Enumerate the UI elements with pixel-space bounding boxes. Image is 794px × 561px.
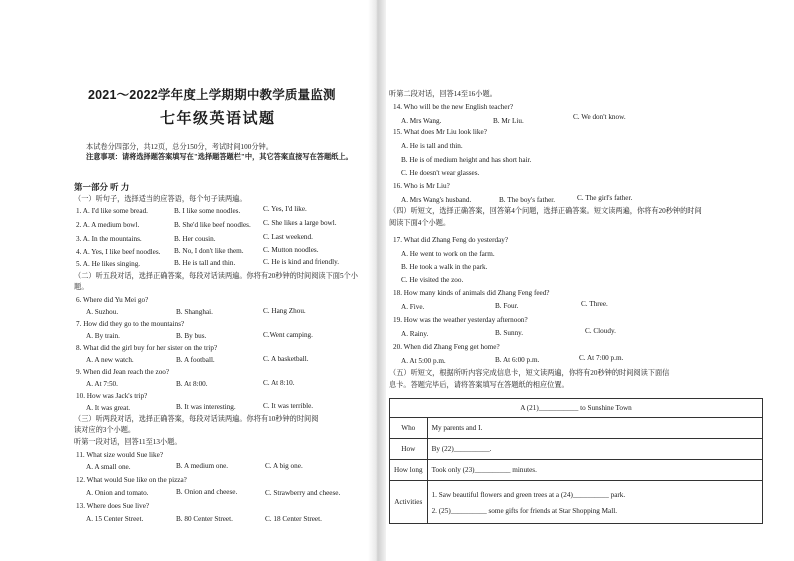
question-text: 9. When did Jean reach the zoo? (76, 368, 170, 376)
question-text: 14. Who will be the new English teacher? (393, 103, 514, 111)
option-a: 1. A. I'd like some bread. (76, 207, 148, 215)
option-b: B. He is of medium height and has short hair. (401, 156, 532, 164)
option-b: B. The boy's father. (499, 196, 556, 204)
option-c: C. He visited the zoo. (401, 276, 464, 284)
option-b: B. Onion and cheese. (176, 488, 238, 496)
question-text: 10. How was Jack's trip? (76, 392, 148, 400)
section-4-instruction: （四）听短文，选择正确答案，回答第4个问题，选择正确答案。短文读两遍，你将有20秒钟的时间 (389, 207, 702, 215)
option-a: A. A small one. (86, 463, 131, 471)
exam-title: 2021～2022学年度上学期期中教学质量监测 (88, 88, 336, 102)
question-text: 11. What size would Sue like? (76, 451, 164, 459)
option-a: A. He went to work on the farm. (401, 250, 495, 258)
exam-subtitle: 七年级英语试题 (160, 111, 276, 127)
dialog-1-heading: 听第一段对话，回答11至13小题。 (74, 438, 182, 446)
option-c: C. Hang Zhou. (263, 307, 306, 315)
row-content: Took only (23)__________ minutes. (427, 460, 762, 481)
row-label: How long (390, 460, 428, 481)
section-1-instruction: （一）听句子，选择适当的应答语，每个句子读两遍。 (74, 195, 247, 203)
option-b: B. A medium one. (176, 462, 229, 470)
row-label: Who (390, 418, 428, 439)
option-a: 5. A. He likes singing. (76, 260, 141, 268)
exam-note-2: 注意事项：请将选择题答案填写在"选择题答题栏"中，其它答案直接写在答题纸上。 (86, 153, 353, 161)
question-text: 19. How was the weather yesterday afternoon? (393, 316, 528, 324)
section-5-instruction: （五）听短文，根据所听内容完成信息卡，短文读两遍，你将有20秒钟的时间阅读下面信 (389, 369, 670, 377)
option-b: B. By bus. (176, 332, 207, 340)
question-text: 6. Where did Yu Mei go? (76, 296, 149, 304)
option-a: A. Onion and tomato. (86, 489, 149, 497)
option-a: A. Five. (401, 303, 425, 311)
option-b: B. She'd like beef noodles. (174, 221, 251, 229)
option-a: A. It was great. (86, 404, 131, 412)
option-c: C. The girl's father. (577, 194, 633, 202)
option-c: C. 18 Center Street. (265, 515, 322, 523)
info-card-title: A (21)___________ to Sunshine Town (390, 399, 763, 418)
option-b: B. It was interesting. (176, 403, 236, 411)
option-c: C. A basketball. (263, 355, 309, 363)
option-c: C. It was terrible. (263, 402, 314, 410)
question-text: 7. How did they go to the mountains? (76, 320, 185, 328)
activities-content (427, 481, 762, 524)
option-b: B. Her cousin. (174, 235, 216, 243)
section-3-instruction: （三）听两段对话，选择正确答案，每段对话读两遍。你将有10秒钟的时间阅 (74, 415, 319, 423)
question-text: 16. Who is Mr Liu? (393, 182, 450, 190)
option-b: B. Mr Liu. (493, 117, 524, 125)
option-b: B. He took a walk in the park. (401, 263, 488, 271)
option-a: A. He is tall and thin. (401, 142, 463, 150)
option-a: A. Rainy. (401, 330, 429, 338)
option-c: C. She likes a large bowl. (263, 219, 337, 227)
question-text: 8. What did the girl buy for her sister on the trip? (76, 344, 218, 352)
activities-label: Activities (390, 481, 428, 524)
option-b: B. He is tall and thin. (174, 259, 236, 267)
option-b: B. Shanghai. (176, 308, 213, 316)
info-card (389, 398, 763, 524)
question-text: 18. How many kinds of animals did Zhang Feng feed? (393, 289, 550, 297)
question-text: 15. What does Mr Liu look like? (393, 128, 487, 136)
dialog-2-heading: 听第二段对话，回答14至16小题。 (389, 90, 497, 98)
right-page (389, 0, 794, 561)
section-5-instruction-cont: 息卡。答题完毕后，请将答案填写在答题纸的相应位置。 (389, 381, 569, 389)
page-spine (368, 0, 386, 561)
question-text: 12. What would Sue like on the pizza? (76, 476, 187, 484)
option-a: 2. A. A medium bowl. (76, 221, 140, 229)
option-a: A. A new watch. (86, 356, 134, 364)
row-label: How (390, 439, 428, 460)
row-content: By (22)__________. (427, 439, 762, 460)
option-b: B. No, I don't like them. (174, 247, 244, 255)
option-c: C. He doesn't wear glasses. (401, 169, 480, 177)
option-a: 4. A. Yes, I like beef noodles. (76, 248, 161, 256)
option-c: C. Last weekend. (263, 233, 313, 241)
option-c: C. We don't know. (573, 113, 626, 121)
question-text: 13. Where does Sue live? (76, 502, 150, 510)
option-b: B. At 6:00 p.m. (495, 356, 540, 364)
option-a: A. 15 Center Street. (86, 515, 144, 523)
option-a: 3. A. In the mountains. (76, 235, 142, 243)
activity-item: 1. Saw beautiful flowers and green trees at a (24)__________ park. (431, 491, 626, 499)
option-c: C. Mutton noodles. (263, 246, 319, 254)
option-b: B. A football. (176, 356, 215, 364)
option-c: C. Cloudy. (585, 327, 616, 335)
option-a: A. Mrs Wang. (401, 117, 442, 125)
option-c: C. He is kind and friendly. (263, 258, 339, 266)
option-b: B. Four. (495, 302, 519, 310)
option-a: A. Suzhou. (86, 308, 119, 316)
option-c: C. Three. (581, 300, 608, 308)
option-a: A. At 5:00 p.m. (401, 357, 446, 365)
option-a: A. At 7:50. (86, 380, 118, 388)
question-text: 20. When did Zhang Feng get home? (393, 343, 500, 351)
option-c: C.Went camping. (263, 331, 313, 339)
option-a: A. By train. (86, 332, 120, 340)
option-c: C. At 7:00 p.m. (579, 354, 624, 362)
section-2-instruction: （二）听五段对话，选择正确答案，每段对话读两遍。你将有20秒钟的时间阅读下面5个小 (74, 272, 358, 280)
option-b: B. At 8:00. (176, 380, 208, 388)
question-text: 17. What did Zhang Feng do yesterday? (393, 236, 509, 244)
exam-note-1: 本试卷分四部分，共12页，总分150分，考试时间100分钟。 (86, 143, 273, 151)
activity-item: 2. (25)__________ some gifts for friends at Star Shopping Mall. (431, 507, 618, 515)
option-b: B. I like some noodles. (174, 207, 241, 215)
option-c: C. A big one. (265, 462, 303, 470)
option-b: B. 80 Center Street. (176, 515, 233, 523)
option-c: C. At 8:10. (263, 379, 295, 387)
section-3-instruction-cont: 读对应的3个小题。 (74, 426, 136, 434)
option-a: A. Mrs Wang's husband. (401, 196, 472, 204)
section-2-instruction-cont: 题。 (74, 283, 89, 291)
row-content: My parents and I. (427, 418, 762, 439)
option-c: C. Yes, I'd like. (263, 205, 307, 213)
section-4-instruction-cont: 阅读下面4个小题。 (389, 219, 451, 227)
option-b: B. Sunny. (495, 329, 524, 337)
part-heading: 第一部分 听 力 (74, 182, 130, 192)
option-c: C. Strawberry and cheese. (265, 489, 341, 497)
